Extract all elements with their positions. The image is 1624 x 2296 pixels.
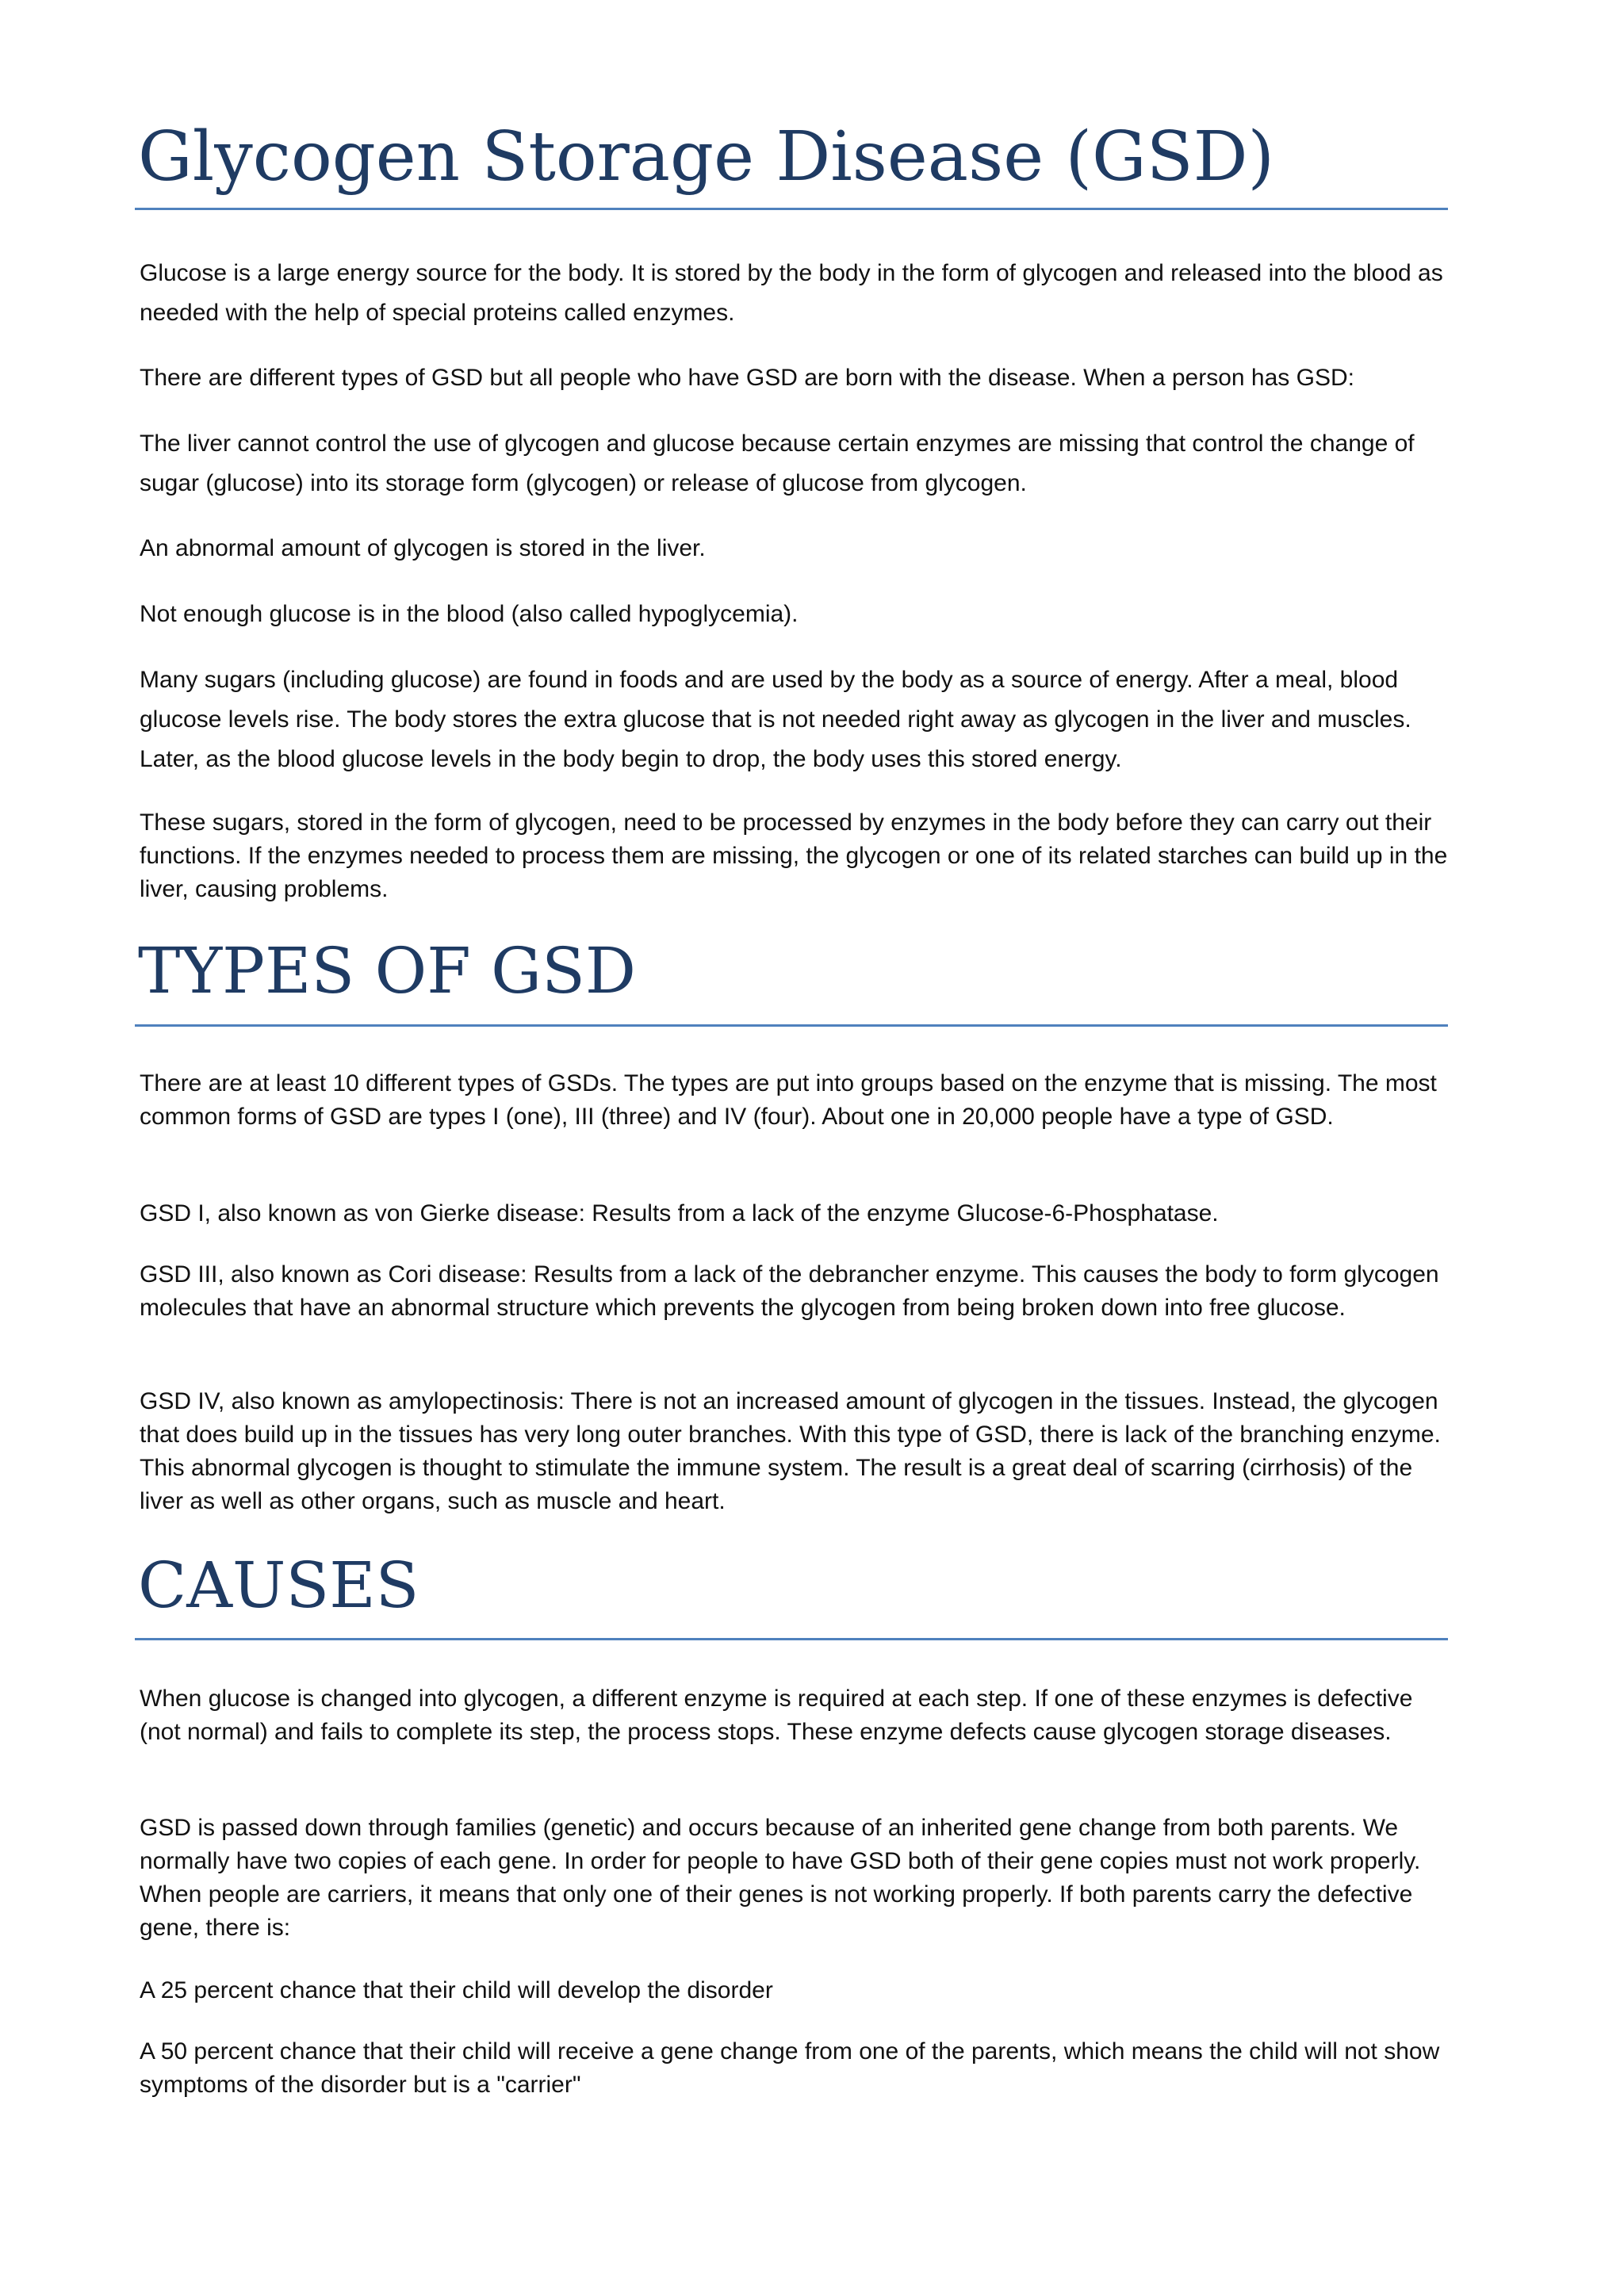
causes-divider	[135, 1638, 1448, 1640]
page-title: Glycogen Storage Disease (GSD)	[138, 117, 1275, 197]
causes-paragraph-50-percent: A 50 percent chance that their child will receive a gene change from one of the parents, which means the child will not show symptoms of the disorder but is a "carrier"	[140, 2038, 1440, 2098]
intro-paragraph-sugars: Many sugars (including glucose) are found in foods and are used by the body as a source of energy. After a meal, blood glucose levels rise. The body stores the extra glucose that is not needed right away as glycogen in the liver and muscles. Later, as the blood glucose levels in the body begin to drop, the body uses this stored energy.	[140, 667, 1411, 772]
types-divider	[135, 1024, 1448, 1027]
intro-paragraph-abnormal-glycogen: An abnormal amount of glycogen is stored in the liver.	[140, 535, 706, 561]
section-heading-types: TYPES OF GSD	[138, 934, 637, 1008]
intro-paragraph-liver-control: The liver cannot control the use of glycogen and glucose because certain enzymes are missing that control the change of sugar (glucose) into its storage form (glycogen) or release of glucose from glycogen.	[140, 430, 1415, 496]
intro-paragraph-hypoglycemia: Not enough glucose is in the blood (also called hypoglycemia).	[140, 601, 799, 627]
section-heading-causes: CAUSES	[138, 1548, 419, 1622]
causes-paragraph-25-percent: A 25 percent chance that their child will develop the disorder	[140, 1977, 773, 2003]
causes-paragraph-inheritance: GSD is passed down through families (genetic) and occurs because of an inherited gene change from both parents. We normally have two copies of each gene. In order for people to have GSD both of their gene copies must not work properly. When people are carriers, it means that only one of their genes is not working properly. If both parents carry the defective gene, there is:	[140, 1815, 1421, 1941]
title-divider	[135, 208, 1448, 210]
types-paragraph-gsd-iv: GSD IV, also known as amylopectinosis: There is not an increased amount of glycogen in the tissues. Instead, the glycogen that does build up in the tissues has very long outer branches. With this type of GSD, there is lack of the branching enzyme. This abnormal glycogen is thought to stimulate the immune system. The result is a great deal of scarring (cirrhosis) of the liver as well as other organs, such as muscle and heart.	[140, 1388, 1441, 1514]
types-paragraph-gsd-iii: GSD III, also known as Cori disease: Results from a lack of the debrancher enzyme. This causes the body to form glycogen molecules that have an abnormal structure which prevents the glycogen from being broken down into free glucose.	[140, 1261, 1439, 1321]
types-paragraph-overview: There are at least 10 different types of GSDs. The types are put into groups based on the enzyme that is missing. The most common forms of GSD are types I (one), III (three) and IV (four). About one in 20,000 people have a type of GSD.	[140, 1070, 1437, 1130]
intro-paragraph-glucose: Glucose is a large energy source for the body. It is stored by the body in the form of glycogen and released into the blood as needed with the help of special proteins called enzymes.	[140, 260, 1443, 326]
intro-paragraph-enzyme-processing: These sugars, stored in the form of glycogen, need to be processed by enzymes in the body before they can carry out their functions. If the enzymes needed to process them are missing, the glycogen or one of its related starches can build up in the liver, causing problems.	[140, 809, 1448, 902]
types-paragraph-gsd-i: GSD I, also known as von Gierke disease: Results from a lack of the enzyme Glucose-6-Phosphatase.	[140, 1200, 1219, 1226]
intro-paragraph-types: There are different types of GSD but all people who have GSD are born with the disease. When a person has GSD:	[140, 365, 1354, 391]
causes-paragraph-enzyme-steps: When glucose is changed into glycogen, a different enzyme is required at each step. If one of these enzymes is defective (not normal) and fails to complete its step, the process stops. These enzyme defects cause glycogen storage diseases.	[140, 1686, 1413, 1745]
